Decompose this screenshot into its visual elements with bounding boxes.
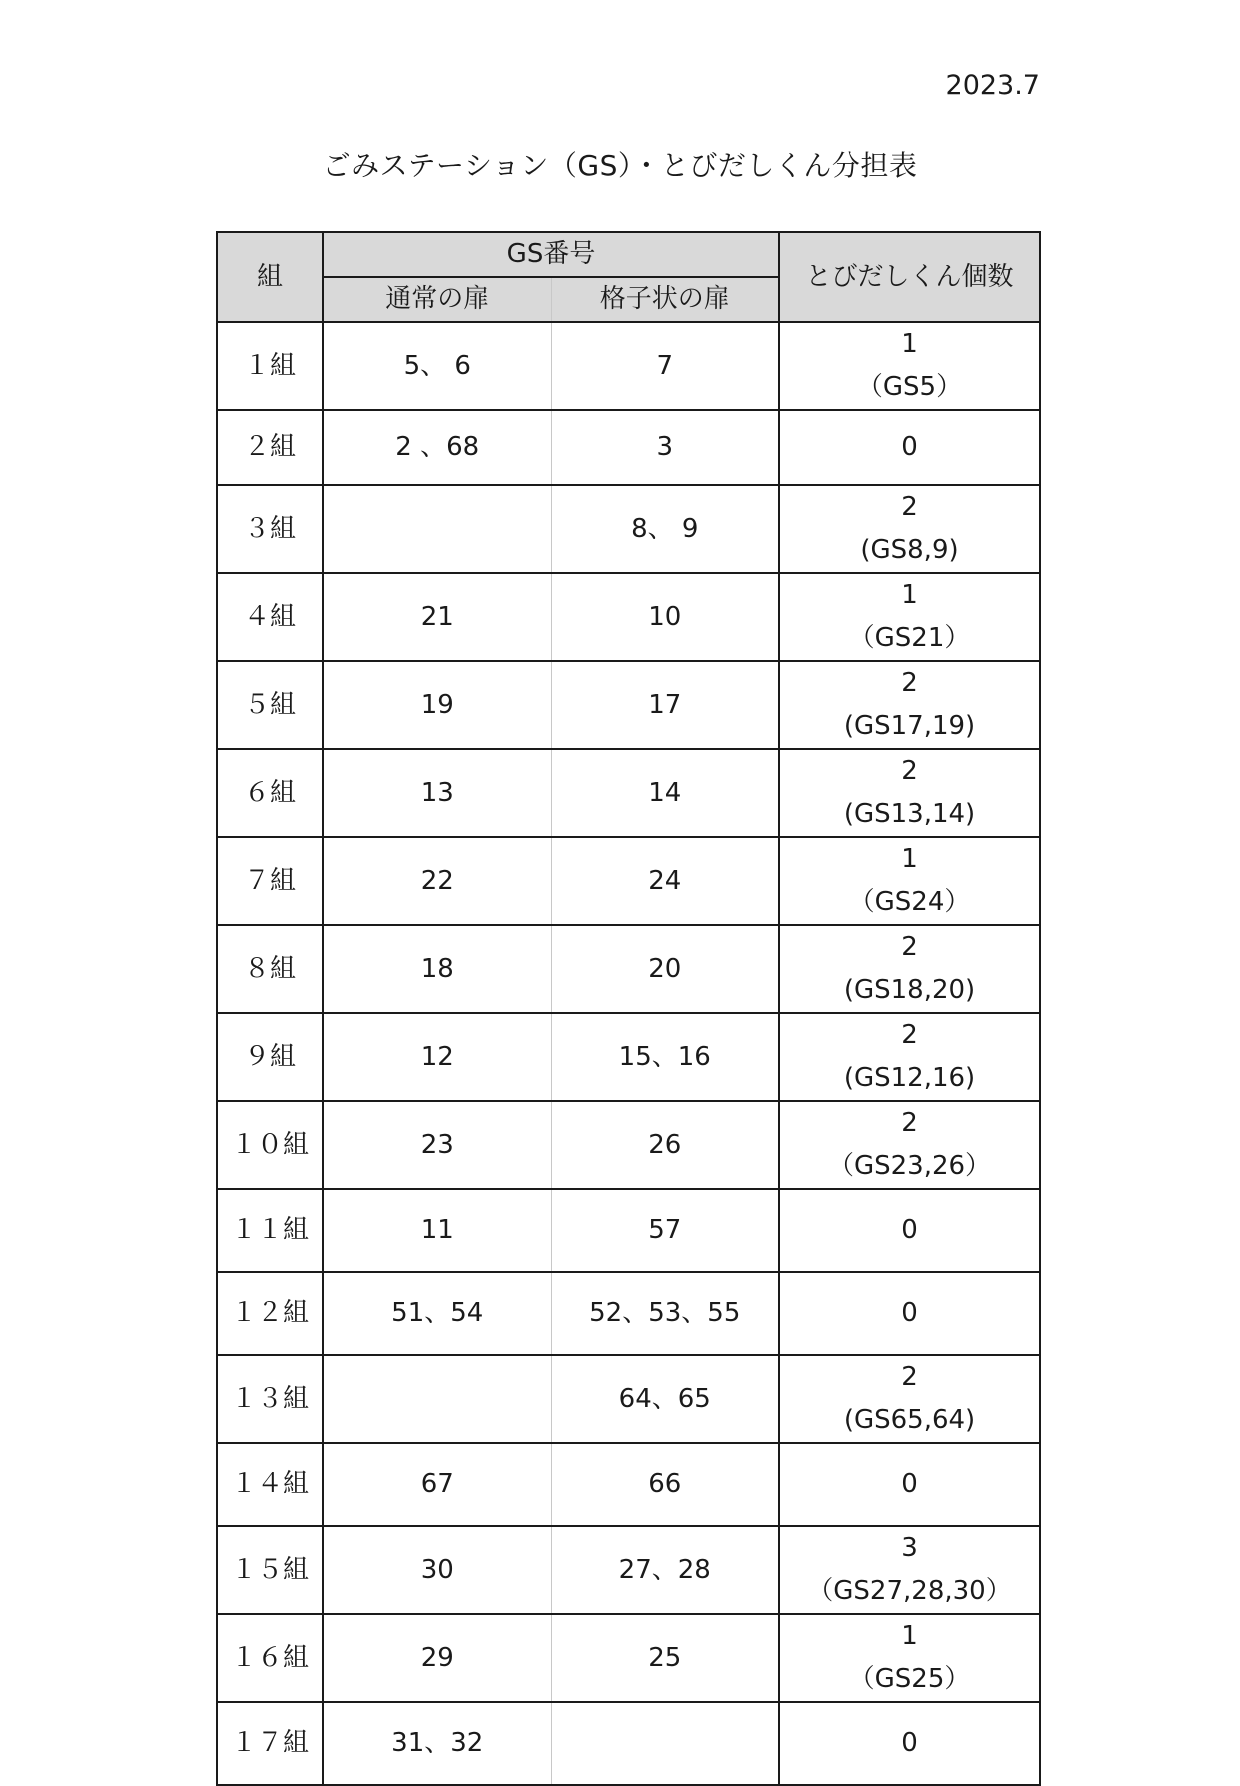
cell-normal-door: 30 <box>323 1526 551 1614</box>
count-value: 2 <box>901 756 918 786</box>
cell-normal-door: 11 <box>323 1189 551 1272</box>
cell-group: １５組 <box>217 1526 323 1614</box>
table-row <box>217 485 1040 573</box>
count-value: 0 <box>901 1298 918 1328</box>
cell-lattice-door <box>551 1702 779 1785</box>
cell-tobidashi-count <box>779 1443 1040 1526</box>
cell-tobidashi-count <box>779 1702 1040 1785</box>
cell-group: １１組 <box>217 1189 323 1272</box>
cell-normal-door: 5、 6 <box>323 322 551 410</box>
count-value: 0 <box>901 1215 918 1245</box>
cell-lattice-door: 8、 9 <box>551 485 779 573</box>
header-group: 組 <box>217 232 323 322</box>
cell-normal-door: 51、54 <box>323 1272 551 1355</box>
cell-normal-door: 21 <box>323 573 551 661</box>
table-row <box>217 749 1040 837</box>
cell-lattice-door: 52、53、55 <box>551 1272 779 1355</box>
cell-tobidashi-count <box>779 1101 1040 1189</box>
header-normal-door: 通常の扉 <box>323 277 551 322</box>
cell-group: ６組 <box>217 749 323 837</box>
cell-tobidashi-count <box>779 485 1040 573</box>
cell-lattice-door: 14 <box>551 749 779 837</box>
cell-lattice-door: 15、16 <box>551 1013 779 1101</box>
cell-group: ２組 <box>217 410 323 485</box>
cell-group: ８組 <box>217 925 323 1013</box>
count-value: 1 <box>901 329 918 359</box>
table-row <box>217 1272 1040 1355</box>
table-row <box>217 925 1040 1013</box>
table-body <box>217 322 1040 1785</box>
count-detail: （GS27,28,30） <box>807 1576 1012 1606</box>
cell-lattice-door: 25 <box>551 1614 779 1702</box>
count-detail: （GS23,26） <box>827 1151 992 1181</box>
cell-group: ７組 <box>217 837 323 925</box>
count-detail: (GS8,9) <box>860 535 959 565</box>
count-value: 0 <box>901 1469 918 1499</box>
cell-tobidashi-count <box>779 1526 1040 1614</box>
count-value: 2 <box>901 932 918 962</box>
cell-normal-door: 29 <box>323 1614 551 1702</box>
cell-normal-door: 22 <box>323 837 551 925</box>
document-date: 2023.7 <box>945 70 1040 101</box>
count-detail: (GS18,20) <box>843 975 976 1005</box>
cell-lattice-door: 26 <box>551 1101 779 1189</box>
cell-lattice-door: 64、65 <box>551 1355 779 1443</box>
cell-normal-door: 23 <box>323 1101 551 1189</box>
cell-group: ３組 <box>217 485 323 573</box>
cell-tobidashi-count <box>779 322 1040 410</box>
cell-tobidashi-count <box>779 1189 1040 1272</box>
cell-normal-door: 19 <box>323 661 551 749</box>
table-row <box>217 573 1040 661</box>
header-tobidashi-count: とびだしくん個数 <box>779 232 1040 322</box>
cell-group: １２組 <box>217 1272 323 1355</box>
count-detail: (GS12,16) <box>843 1063 976 1093</box>
cell-group: ４組 <box>217 573 323 661</box>
cell-normal-door: 13 <box>323 749 551 837</box>
cell-lattice-door: 7 <box>551 322 779 410</box>
table-row <box>217 1443 1040 1526</box>
count-detail: （GS24） <box>848 887 971 917</box>
count-detail: (GS65,64) <box>843 1405 976 1435</box>
cell-group: １組 <box>217 322 323 410</box>
cell-lattice-door: 57 <box>551 1189 779 1272</box>
table-row <box>217 322 1040 410</box>
assignment-table <box>216 231 1041 1786</box>
cell-group: １４組 <box>217 1443 323 1526</box>
count-value: 1 <box>901 1621 918 1651</box>
cell-lattice-door: 3 <box>551 410 779 485</box>
count-value: 0 <box>901 432 918 462</box>
cell-group: １７組 <box>217 1702 323 1785</box>
count-value: 2 <box>901 1108 918 1138</box>
cell-group: ５組 <box>217 661 323 749</box>
cell-lattice-door: 27、28 <box>551 1526 779 1614</box>
table-row <box>217 1101 1040 1189</box>
table-row <box>217 837 1040 925</box>
cell-tobidashi-count <box>779 573 1040 661</box>
count-value: 2 <box>901 492 918 522</box>
count-value: 2 <box>901 668 918 698</box>
cell-tobidashi-count <box>779 1272 1040 1355</box>
cell-tobidashi-count <box>779 837 1040 925</box>
table-row <box>217 1702 1040 1785</box>
cell-group: １６組 <box>217 1614 323 1702</box>
table-row <box>217 410 1040 485</box>
cell-normal-door: 18 <box>323 925 551 1013</box>
count-value: 0 <box>901 1728 918 1758</box>
count-value: 2 <box>901 1362 918 1392</box>
cell-group: １３組 <box>217 1355 323 1443</box>
count-value: 1 <box>901 844 918 874</box>
count-detail: （GS21） <box>848 623 971 653</box>
count-detail: （GS5） <box>856 372 963 402</box>
cell-normal-door: 67 <box>323 1443 551 1526</box>
cell-tobidashi-count <box>779 1614 1040 1702</box>
table-row <box>217 1614 1040 1702</box>
table-row <box>217 1013 1040 1101</box>
cell-tobidashi-count <box>779 661 1040 749</box>
count-value: 2 <box>901 1020 918 1050</box>
table-row <box>217 661 1040 749</box>
cell-tobidashi-count <box>779 410 1040 485</box>
cell-lattice-door: 17 <box>551 661 779 749</box>
cell-tobidashi-count <box>779 1013 1040 1101</box>
cell-normal-door <box>323 485 551 573</box>
cell-group: １０組 <box>217 1101 323 1189</box>
table-row <box>217 1189 1040 1272</box>
cell-normal-door: 12 <box>323 1013 551 1101</box>
count-detail: (GS13,14) <box>843 799 976 829</box>
page-title: ごみステーション（GS）・とびだしくん分担表 <box>322 149 918 182</box>
header-lattice-door: 格子状の扉 <box>551 277 779 322</box>
cell-tobidashi-count <box>779 749 1040 837</box>
cell-normal-door: 31、32 <box>323 1702 551 1785</box>
count-value: 1 <box>901 580 918 610</box>
count-detail: （GS25） <box>848 1664 971 1694</box>
cell-tobidashi-count <box>779 925 1040 1013</box>
cell-lattice-door: 20 <box>551 925 779 1013</box>
cell-tobidashi-count <box>779 1355 1040 1443</box>
cell-normal-door: 2 、68 <box>323 410 551 485</box>
header-gs-number: GS番号 <box>323 232 779 277</box>
cell-normal-door <box>323 1355 551 1443</box>
count-value: 3 <box>901 1533 918 1563</box>
cell-lattice-door: 24 <box>551 837 779 925</box>
count-detail: (GS17,19) <box>843 711 976 741</box>
table-row <box>217 1355 1040 1443</box>
table-row <box>217 1526 1040 1614</box>
cell-lattice-door: 10 <box>551 573 779 661</box>
cell-group: ９組 <box>217 1013 323 1101</box>
cell-lattice-door: 66 <box>551 1443 779 1526</box>
